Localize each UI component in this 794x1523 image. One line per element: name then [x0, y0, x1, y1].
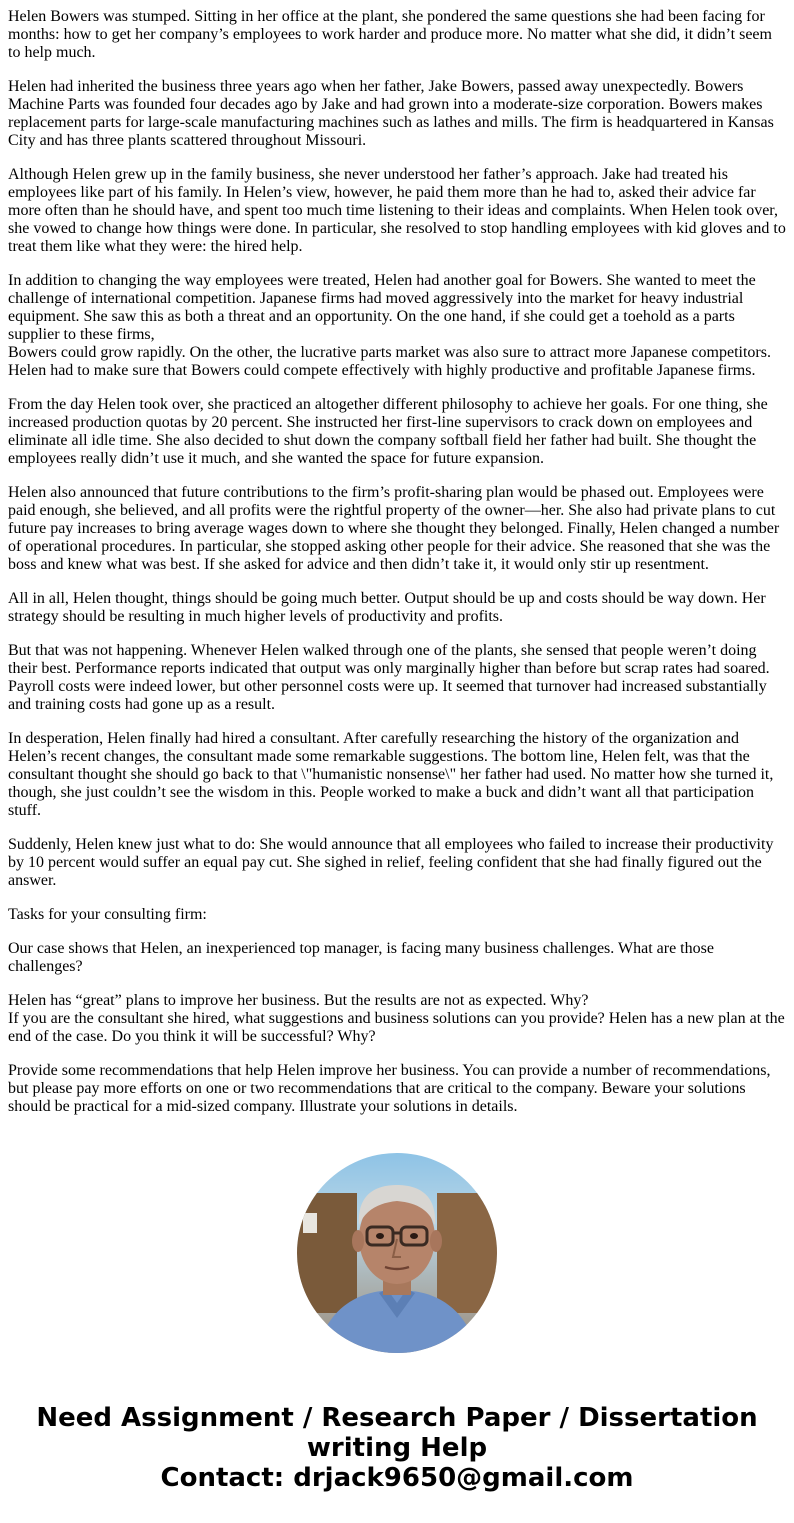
paragraph-5: From the day Helen took over, she practiced an altogether different philosophy to achieve her goals. For one thing, she increased production quotas by 20 percent. She instructed her first-line supervisors to crack down on employees and eliminate all idle time. She also decided to shut down the company softball field her father had built. She thought the employees really didn’t use it much, and she wanted the space for future expansion. [8, 396, 768, 467]
paragraph-1: Helen Bowers was stumped. Sitting in her office at the plant, she pondered the same questions she had been facing for months: how to get her company’s employees to work harder and produce more. No matter what she did, it didn’t seem to help much. [8, 8, 772, 61]
task-1: Our case shows that Helen, an inexperienced top manager, is facing many business challenges. What are those challenges? [8, 940, 714, 975]
footer-line-2: writing Help [306, 1433, 488, 1463]
paragraph-7: All in all, Helen thought, things should be going much better. Output should be up and costs should be way down. Her strategy should be resulting in much higher levels of productivity and profits. [8, 590, 766, 625]
paragraph-4 [8, 272, 786, 380]
footer-line-1: Need Assignment / Research Paper / Dissertation [36, 1403, 758, 1433]
paragraph-4-line-1: In addition to changing the way employees were treated, Helen had another goal for Bowers. She wanted to meet the challenge of international competition. Japanese firms had moved aggressively into the market for heavy industrial equipment. She saw this as both a threat and an opportunity. On the one hand, if she could get a toehold as a parts supplier to these firms, [8, 272, 756, 343]
task-2-line-2: If you are the consultant she hired, what suggestions and business solutions can you provide? Helen has a new plan at the end of the case. Do you think it will be successful? Why? [8, 1010, 785, 1045]
person-portrait-icon [297, 1153, 497, 1353]
footer-contact-line: Contact: drjack9650@gmail.com [160, 1463, 634, 1493]
task-2 [8, 992, 786, 1046]
article-body [8, 8, 786, 1132]
paragraph-9: In desperation, Helen finally had hired a consultant. After carefully researching the history of the organization and Helen’s recent changes, the consultant made some remarkable suggestions. The bottom line, Helen felt, was that the consultant thought she should go back to that \"humanistic nonsense\" her father had used. No matter how she turned it, though, she just couldn’t see the wisdom in this. People worked to make a buck and didn’t want all that participation stuff. [8, 730, 774, 819]
paragraph-2: Helen had inherited the business three years ago when her father, Jake Bowers, passed away unexpectedly. Bowers Machine Parts was founded four decades ago by Jake and had grown into a moderate-size corporation. Bowers makes replacement parts for large-scale manufacturing machines such as lathes and mills. The firm is headquartered in Kansas City and has three plants scattered throughout Missouri. [8, 78, 774, 149]
author-avatar [297, 1153, 497, 1353]
tasks-heading: Tasks for your consulting firm: [8, 906, 207, 923]
paragraph-8: But that was not happening. Whenever Helen walked through one of the plants, she sensed that people weren’t doing their best. Performance reports indicated that output was only marginally higher than before but scrap rates had soared. Payroll costs were indeed lower, but other personnel costs were up. It seemed that turnover had increased substantially and training costs had gone up as a result. [8, 642, 770, 713]
paragraph-4-line-2: Bowers could grow rapidly. On the other, the lucrative parts market was also sure to attract more Japanese competitors. Helen had to make sure that Bowers could compete effectively with highly productive and profitable Japanese firms. [8, 344, 771, 379]
contact-footer [0, 1403, 794, 1493]
paragraph-3: Although Helen grew up in the family business, she never understood her father’s approach. Jake had treated his employees like part of his family. In Helen’s view, however, he paid them more than he had to, asked their advice far more often than he should have, and spent too much time listening to their ideas and complaints. When Helen took over, she vowed to change how things were done. In particular, she resolved to stop handling employees with kid gloves and to treat them like what they were: the hired help. [8, 166, 786, 255]
paragraph-10: Suddenly, Helen knew just what to do: She would announce that all employees who failed to increase their productivity by 10 percent would suffer an equal pay cut. She sighed in relief, feeling confident that she had finally figured out the answer. [8, 836, 774, 889]
task-3: Provide some recommendations that help Helen improve her business. You can provide a number of recommendations, but please pay more efforts on one or two recommendations that are critical to the company. Beware your solutions should be practical for a mid-sized company. Illustrate your solutions in details. [8, 1062, 771, 1115]
paragraph-6: Helen also announced that future contributions to the firm’s profit-sharing plan would be phased out. Employees were paid enough, she believed, and all profits were the rightful property of the owner—her. She also had private plans to cut future pay increases to bring average wages down to where she thought they belonged. Finally, Helen changed a number of operational procedures. In particular, she stopped asking other people for their advice. She reasoned that she was the boss and knew what was best. If she asked for advice and then didn’t take it, it would only stir up resentment. [8, 484, 780, 573]
task-2-line-1: Helen has “great” plans to improve her business. But the results are not as expected. Why? [8, 992, 589, 1009]
